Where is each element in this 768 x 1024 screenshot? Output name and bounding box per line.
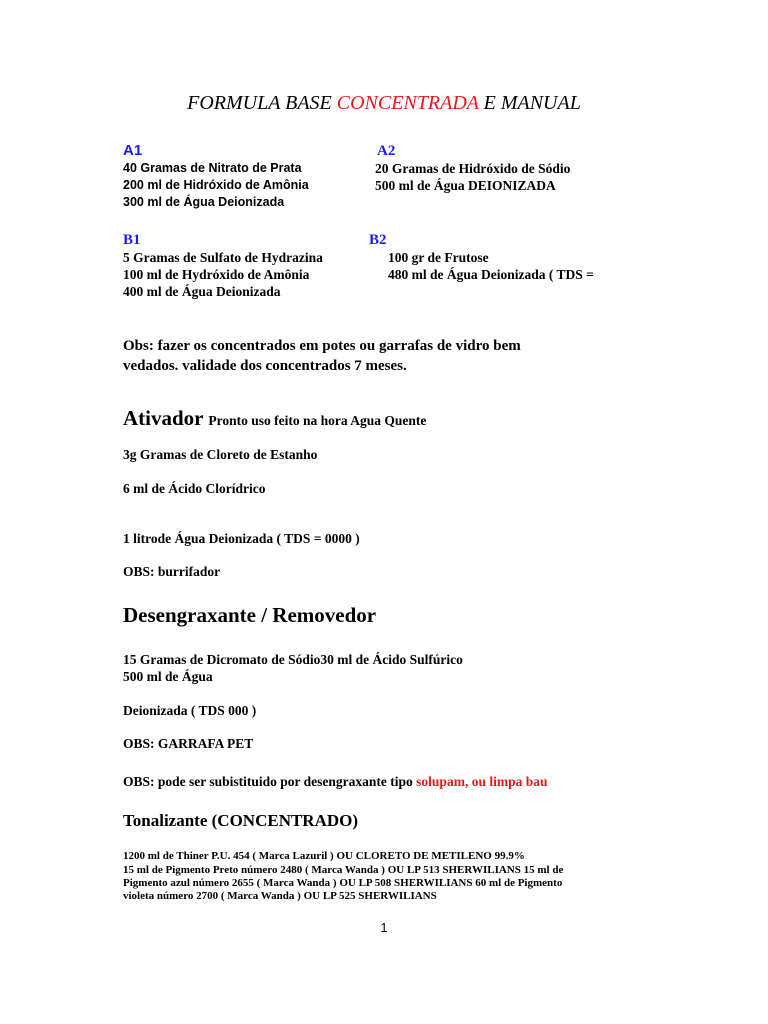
title-highlight: CONCENTRADA: [336, 92, 479, 114]
ativador-obs: OBS: burrifador: [123, 564, 221, 579]
a1-line-3: 300 ml de Água Deionizada: [123, 195, 285, 209]
desengraxante-line-2: 500 ml de Água: [123, 669, 213, 684]
b1-line-2: 100 ml de Hydróxido de Amônia: [123, 267, 310, 282]
ativador-title: Ativador: [123, 406, 204, 430]
b2-line-2: 480 ml de Água Deionizada ( TDS =: [388, 267, 594, 282]
a2-line-2: 500 ml de Água DEIONIZADA: [375, 178, 556, 193]
page-number: 1: [380, 920, 388, 935]
tonalizante-line-1: 1200 ml de Thiner P.U. 454 ( Marca Lazuril ) OU CLORETO DE METILENO 99.9%: [123, 850, 525, 862]
b2-line-1: 100 gr de Frutose: [388, 250, 489, 265]
tonalizante-heading: Tonalizante (CONCENTRADO): [123, 811, 359, 830]
b1-line-3: 400 ml de Água Deionizada: [123, 284, 281, 299]
desengraxante-line-1: 15 Gramas de Dicromato de Sódio30 ml de Ácido Sulfúrico: [123, 652, 463, 667]
a1-line-2: 200 ml de Hidróxido de Amônia: [123, 178, 309, 192]
desengraxante-line-3: Deionizada ( TDS 000 ): [123, 703, 257, 718]
tonalizante-line-3: Pigmento azul número 2655 ( Marca Wanda ) OU LP 508 SHERWILIANS 60 ml de Pigmento: [123, 877, 563, 889]
section-label-a2: A2: [377, 143, 396, 159]
desengraxante-heading: Desengraxante / Removedor: [123, 603, 377, 627]
title-prefix: FORMULA BASE: [187, 92, 337, 114]
ativador-line-3: 1 litrode Água Deionizada ( TDS = 0000 ): [123, 531, 360, 546]
document-title: [0, 90, 768, 116]
section-label-a1: A1: [123, 142, 143, 159]
ativador-line-2: 6 ml de Ácido Clorídrico: [123, 481, 266, 496]
section-label-b1: B1: [123, 232, 141, 248]
tonalizante-line-4: violeta número 2700 ( Marca Wanda ) OU LP 525 SHERWILIANS: [123, 890, 437, 902]
tonalizante-line-2: 15 ml de Pigmento Preto número 2480 ( Marca Wanda ) OU LP 513 SHERWILIANS 15 ml de: [123, 864, 564, 876]
obs-concentrados-line-1: Obs: fazer os concentrados em potes ou garrafas de vidro bem: [123, 338, 521, 354]
title-suffix: E MANUAL: [478, 92, 581, 114]
a1-line-1: 40 Gramas de Nitrato de Prata: [123, 161, 302, 175]
desengraxante-obs-2-text: OBS: pode ser subistituido por desengraxante tipo: [123, 774, 417, 789]
desengraxante-obs-2-highlight: solupam, ou limpa bau: [416, 774, 548, 789]
a2-line-1: 20 Gramas de Hidróxido de Sódio: [375, 161, 571, 176]
ativador-heading: [123, 404, 426, 435]
ativador-subtitle: Pronto uso feito na hora Agua Quente: [208, 413, 427, 428]
b1-line-1: 5 Gramas de Sulfato de Hydrazina: [123, 250, 323, 265]
obs-concentrados-line-2: vedados. validade dos concentrados 7 meses.: [123, 358, 407, 374]
desengraxante-obs-1: OBS: GARRAFA PET: [123, 736, 254, 751]
ativador-line-1: 3g Gramas de Cloreto de Estanho: [123, 447, 318, 462]
section-label-b2: B2: [369, 232, 387, 248]
desengraxante-obs-2: [123, 773, 547, 790]
